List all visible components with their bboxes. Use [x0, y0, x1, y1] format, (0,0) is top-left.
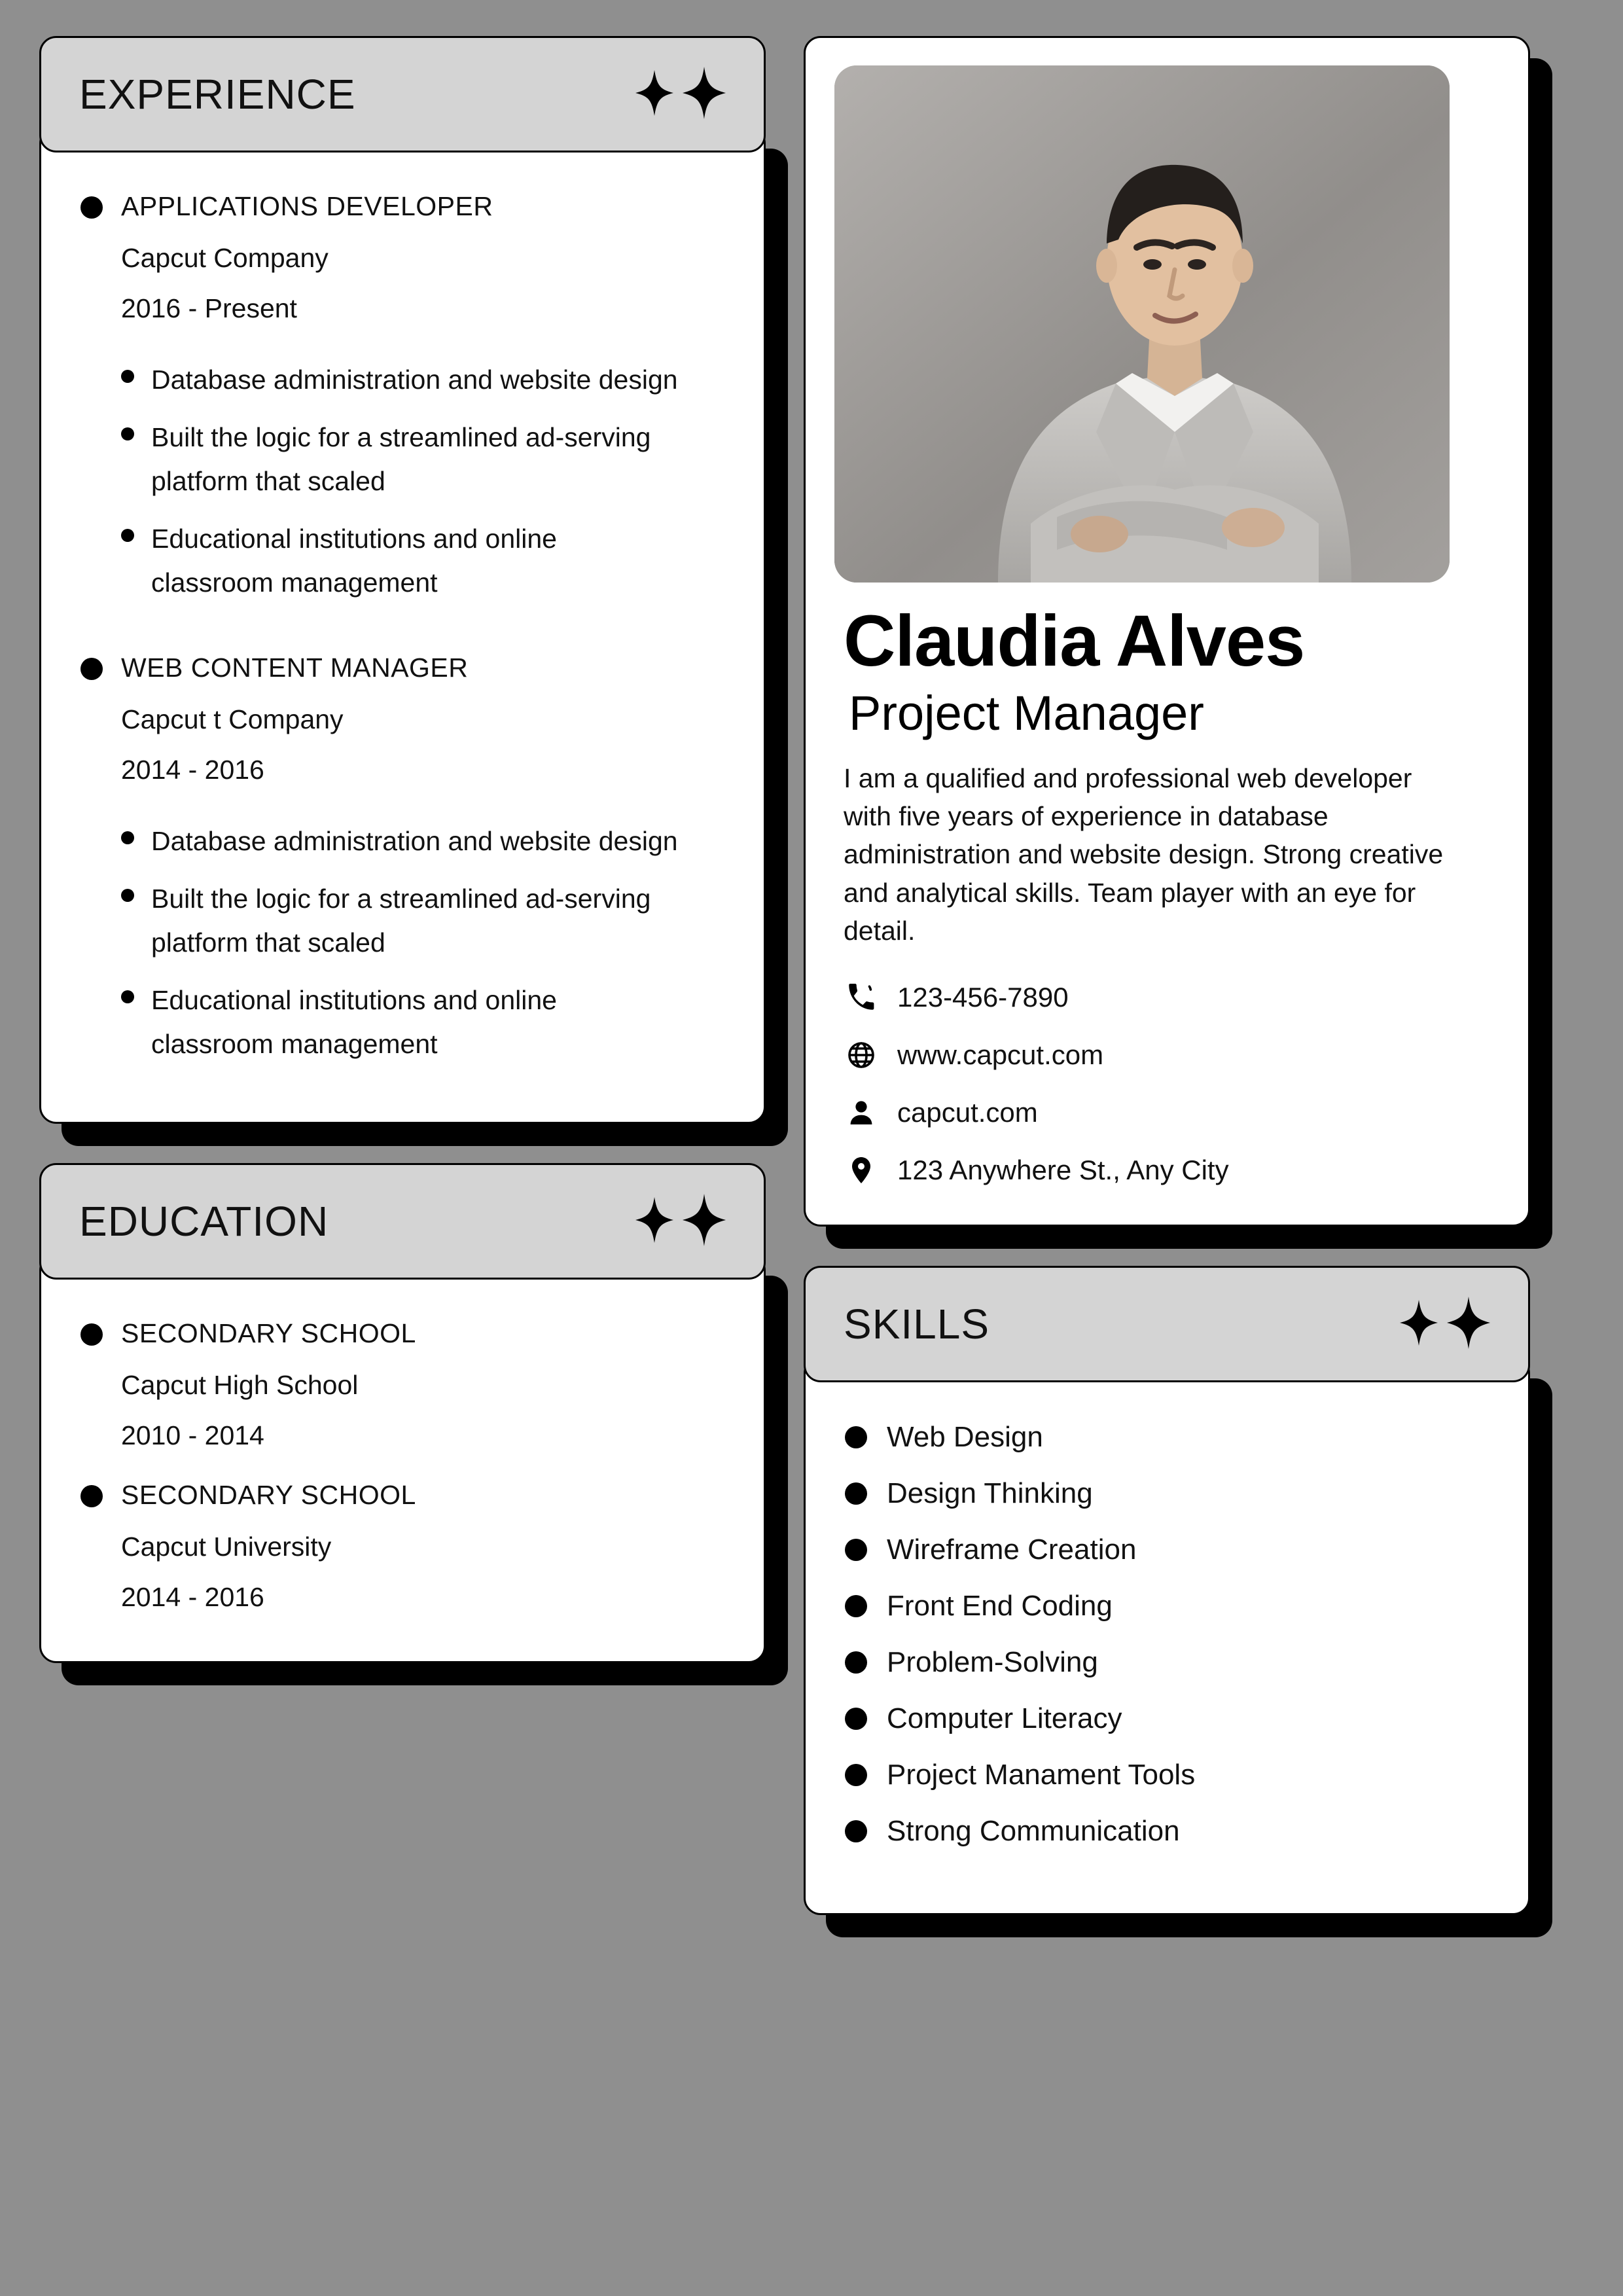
bullet-icon	[121, 529, 134, 542]
bullet-icon	[80, 1485, 103, 1507]
bullet-icon	[121, 370, 134, 383]
experience-dates: 2014 - 2016	[121, 755, 264, 785]
experience-header	[39, 36, 766, 152]
bullet-icon	[845, 1708, 867, 1730]
bullet-icon	[845, 1764, 867, 1786]
skill-label: Strong Communication	[887, 1815, 1180, 1848]
website-value: www.capcut.com	[897, 1039, 1104, 1071]
list-item	[121, 877, 724, 964]
experience-points	[121, 358, 724, 604]
education-entry	[80, 1480, 724, 1613]
sparkle-large-icon	[683, 67, 726, 122]
skill-label: Front End Coding	[887, 1590, 1113, 1623]
bullet-icon	[845, 1651, 867, 1674]
spacer	[80, 1458, 724, 1480]
phone-icon	[844, 980, 879, 1015]
experience-role: APPLICATIONS DEVELOPER	[121, 191, 493, 221]
skills-section	[804, 1266, 1530, 1915]
bullet-icon	[845, 1595, 867, 1617]
bullet-icon	[121, 889, 134, 902]
education-institution: Capcut High School	[121, 1370, 359, 1401]
skills-body	[804, 1356, 1530, 1915]
spacer	[80, 619, 724, 653]
list-item	[121, 416, 724, 503]
contact-address[interactable]	[844, 1153, 1499, 1188]
skill-label: Design Thinking	[887, 1477, 1093, 1510]
sparkle-small-icon	[635, 70, 673, 119]
person-icon	[844, 1095, 879, 1130]
education-header	[39, 1163, 766, 1280]
profile-photo	[834, 65, 1450, 583]
skill-label: Wireframe Creation	[887, 1534, 1137, 1566]
skill-label: Web Design	[887, 1421, 1043, 1454]
contact-phone[interactable]	[844, 980, 1499, 1015]
experience-company: Capcut Company	[121, 243, 329, 273]
sparkle-decoration	[635, 67, 726, 122]
education-body	[39, 1253, 766, 1663]
list-item	[845, 1759, 1489, 1791]
right-column	[804, 36, 1530, 2260]
education-dates: 2014 - 2016	[121, 1582, 264, 1613]
sparkle-decoration	[635, 1194, 726, 1249]
bullet-icon	[845, 1426, 867, 1448]
left-column	[39, 36, 766, 2260]
username-value: capcut.com	[897, 1097, 1038, 1128]
bullet-icon	[121, 427, 134, 440]
experience-entry	[80, 191, 724, 604]
bullet-icon	[80, 1323, 103, 1346]
bullet-icon	[121, 831, 134, 844]
list-item	[845, 1421, 1489, 1454]
sparkle-small-icon	[635, 1197, 673, 1246]
bullet-icon	[845, 1539, 867, 1561]
experience-dates: 2016 - Present	[121, 293, 297, 323]
education-degree: SECONDARY SCHOOL	[121, 1480, 416, 1511]
skill-label: Problem-Solving	[887, 1646, 1098, 1679]
education-entry-head	[80, 1318, 724, 1349]
education-institution: Capcut University	[121, 1532, 332, 1562]
experience-point: Built the logic for a streamlined ad-serving platform that scaled	[151, 422, 651, 496]
experience-entry-head	[80, 653, 724, 683]
education-title: EDUCATION	[79, 1198, 329, 1246]
contact-username[interactable]	[844, 1095, 1499, 1130]
phone-value: 123-456-7890	[897, 982, 1069, 1013]
experience-point: Educational institutions and online classroom management	[151, 524, 557, 598]
list-item	[845, 1815, 1489, 1848]
sparkle-decoration	[1400, 1297, 1490, 1352]
list-item	[121, 358, 724, 401]
list-item	[845, 1590, 1489, 1623]
list-item	[845, 1646, 1489, 1679]
experience-role: WEB CONTENT MANAGER	[121, 653, 469, 683]
address-value: 123 Anywhere St., Any City	[897, 1155, 1229, 1186]
experience-point: Built the logic for a streamlined ad-serving platform that scaled	[151, 884, 651, 958]
experience-point: Database administration and website design	[151, 365, 678, 395]
experience-point: Educational institutions and online classroom management	[151, 985, 557, 1059]
skill-label: Project Manament Tools	[887, 1759, 1196, 1791]
list-item	[121, 517, 724, 604]
bullet-icon	[845, 1482, 867, 1505]
bullet-icon	[121, 990, 134, 1003]
experience-body	[39, 126, 766, 1124]
skills-list	[845, 1421, 1489, 1848]
sparkle-large-icon	[1447, 1297, 1490, 1352]
skill-label: Computer Literacy	[887, 1702, 1122, 1735]
bullet-icon	[80, 196, 103, 219]
skills-title: SKILLS	[844, 1300, 990, 1348]
list-item	[845, 1702, 1489, 1735]
experience-points	[121, 819, 724, 1066]
list-item	[845, 1534, 1489, 1566]
experience-company: Capcut t Company	[121, 704, 344, 735]
skills-header	[804, 1266, 1530, 1382]
bullet-icon	[845, 1820, 867, 1842]
sparkle-large-icon	[683, 1194, 726, 1249]
list-item	[121, 819, 724, 863]
experience-title: EXPERIENCE	[79, 71, 356, 118]
experience-entry-head	[80, 191, 724, 222]
education-entry	[80, 1318, 724, 1451]
experience-point: Database administration and website design	[151, 826, 678, 857]
education-dates: 2010 - 2014	[121, 1420, 264, 1451]
contact-list	[844, 980, 1499, 1188]
sparkle-small-icon	[1400, 1300, 1438, 1349]
education-section	[39, 1163, 766, 1663]
list-item	[121, 978, 724, 1066]
profile-summary: I am a qualified and professional web developer with five years of experience in database administration and website design. Strong creative and analytical skills. Team player with an eye for detail.	[844, 763, 1444, 946]
page-title: Claudia Alves	[844, 601, 1305, 681]
location-pin-icon	[844, 1153, 879, 1188]
contact-website[interactable]	[844, 1037, 1499, 1073]
job-title: Project Manager	[849, 686, 1204, 740]
experience-entry	[80, 653, 724, 1066]
experience-section	[39, 36, 766, 1124]
list-item	[845, 1477, 1489, 1510]
globe-icon	[844, 1037, 879, 1073]
bullet-icon	[80, 658, 103, 680]
education-entry-head	[80, 1480, 724, 1511]
education-degree: SECONDARY SCHOOL	[121, 1318, 416, 1349]
profile-card	[804, 36, 1530, 1227]
